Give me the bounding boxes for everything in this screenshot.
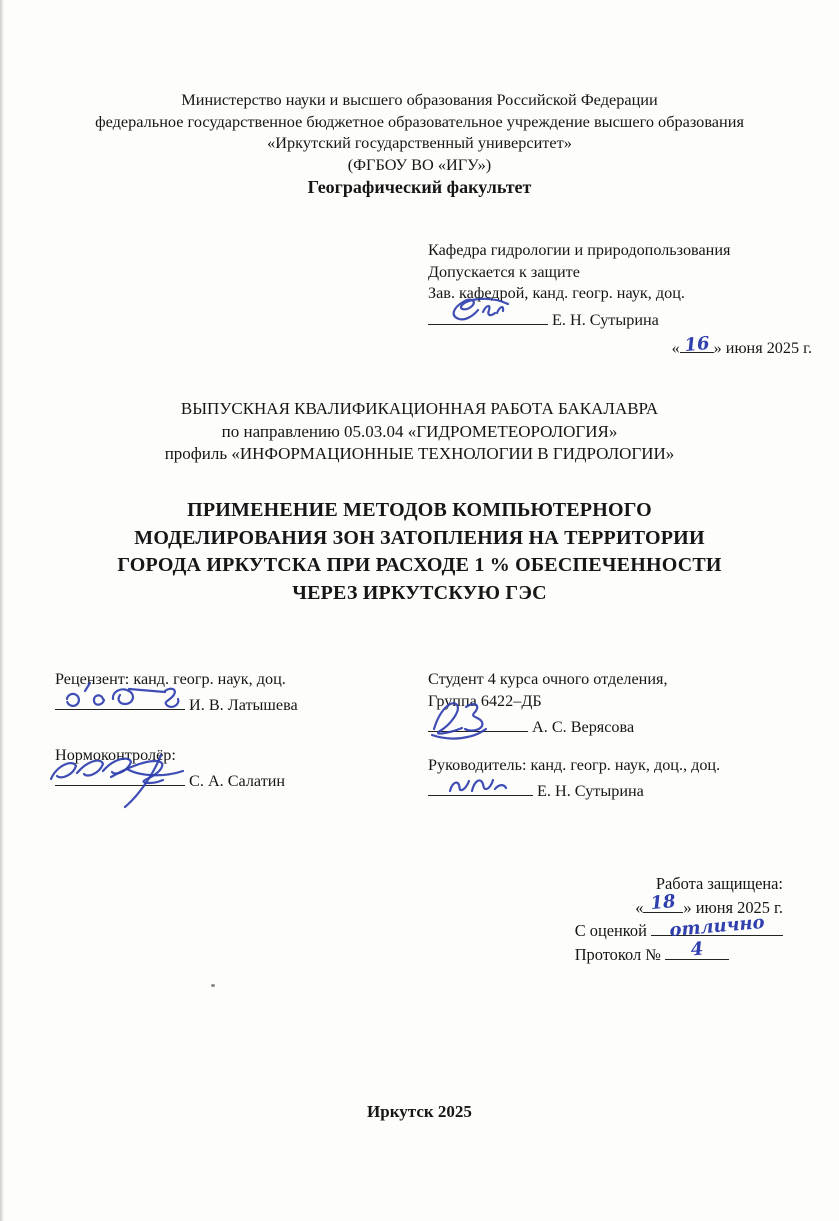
student-name: А. С. Верясова <box>532 718 635 736</box>
department-name: Кафедра гидрологии и природопользования <box>428 241 731 259</box>
reviewer-signature-line <box>55 694 428 716</box>
reviewer-name: И. В. Латышева <box>189 696 298 714</box>
head-signature-blank <box>428 309 548 325</box>
thesis-title-line: ГОРОДА ИРКУТСКА ПРИ РАСХОДЕ 1 % ОБЕСПЕЧЕННОСТИ <box>117 554 722 576</box>
grade-label: С оценкой <box>574 921 647 941</box>
admission-note: Допускается к защите <box>428 262 580 281</box>
supervisor-signature-line <box>428 780 812 802</box>
defense-block <box>575 872 783 966</box>
approval-date-line <box>428 332 812 360</box>
grade-line <box>574 911 783 943</box>
head-title: Зав. кафедрой, канд. геогр. наук, доц. <box>428 284 685 303</box>
defense-date-day: 18 <box>649 890 677 915</box>
approval-block <box>428 240 812 360</box>
supervisor-signature-blank <box>428 780 533 796</box>
normcontrol-name: С. А. Салатин <box>189 772 286 790</box>
work-direction: по направлению 05.03.04 «ГИДРОМЕТЕОРОЛОГИЯ» <box>221 421 618 441</box>
approval-date-blank <box>680 332 714 356</box>
student-line: Студент 4 курса очного отделения, <box>428 670 668 688</box>
protocol-line <box>574 938 783 967</box>
protocol-blank <box>665 938 729 961</box>
open-quote: « <box>635 897 644 917</box>
faculty-name: Географический факультет <box>307 177 532 198</box>
work-type: ВЫПУСКНАЯ КВАЛИФИКАЦИОННАЯ РАБОТА БАКАЛАВРА <box>180 399 659 418</box>
signatories-section <box>55 668 812 802</box>
reviewer-title: Рецензент: канд. геогр. наук, доц. <box>55 670 286 688</box>
grade-value: отлично <box>668 911 766 941</box>
right-column <box>428 668 812 802</box>
work-profile: профиль «ИНФОРМАЦИОННЫЕ ТЕХНОЛОГИИ В ГИДРОЛОГИИ» <box>164 444 675 463</box>
thesis-title-line: ЧЕРЕЗ ИРКУТСКУЮ ГЭС <box>292 581 547 604</box>
protocol-number: 4 <box>689 938 705 961</box>
head-name: Е. Н. Сутырина <box>552 310 659 329</box>
head-signature-line <box>428 309 812 332</box>
thesis-title <box>40 497 799 607</box>
university-name: «Иркутский государственный университет» <box>267 133 572 153</box>
thesis-title-line: ПРИМЕНЕНИЕ МЕТОДОВ КОМПЬЮТЕРНОГО <box>187 499 652 521</box>
normcontrol-signature-line <box>55 770 428 792</box>
defended-label: Работа защищена: <box>655 874 783 893</box>
student-signature-blank <box>428 716 528 732</box>
city-year: Иркутск 2025 <box>367 1102 472 1121</box>
supervisor-name: Е. Н. Сутырина <box>537 782 644 800</box>
defense-date-blank <box>643 890 683 915</box>
defense-date-suffix: » июня 2025 г. <box>683 897 783 917</box>
grade-blank <box>651 911 783 941</box>
student-signature-line <box>428 716 812 738</box>
work-type-block <box>0 398 839 466</box>
approval-date-day: 16 <box>683 332 711 356</box>
thesis-title-line: МОДЕЛИРОВАНИЯ ЗОН ЗАТОПЛЕНИЯ НА ТЕРРИТОРИИ <box>134 526 705 549</box>
institution-line: федеральное государственное бюджетное образовательное учреждение высшего образования <box>95 111 744 131</box>
protocol-label: Протокол № <box>574 944 661 964</box>
left-column <box>55 668 428 802</box>
open-quote: « <box>671 339 680 358</box>
university-abbr: (ФГБОУ ВО «ИГУ») <box>347 154 492 174</box>
approval-date-suffix: » июня 2025 г. <box>713 339 812 358</box>
normcontrol-title: Нормоконтролёр: <box>55 746 176 764</box>
student-group: Группа 6422–ДБ <box>428 692 542 710</box>
ministry-line: Министерство науки и высшего образования Российской Федерации <box>181 90 658 109</box>
scan-speck <box>211 984 215 987</box>
supervisor-title: Руководитель: канд. геогр. наук, доц., доц. <box>428 756 721 774</box>
normcontrol-signature-blank <box>55 770 185 786</box>
reviewer-signature-blank <box>55 694 185 710</box>
header-block <box>0 89 839 199</box>
